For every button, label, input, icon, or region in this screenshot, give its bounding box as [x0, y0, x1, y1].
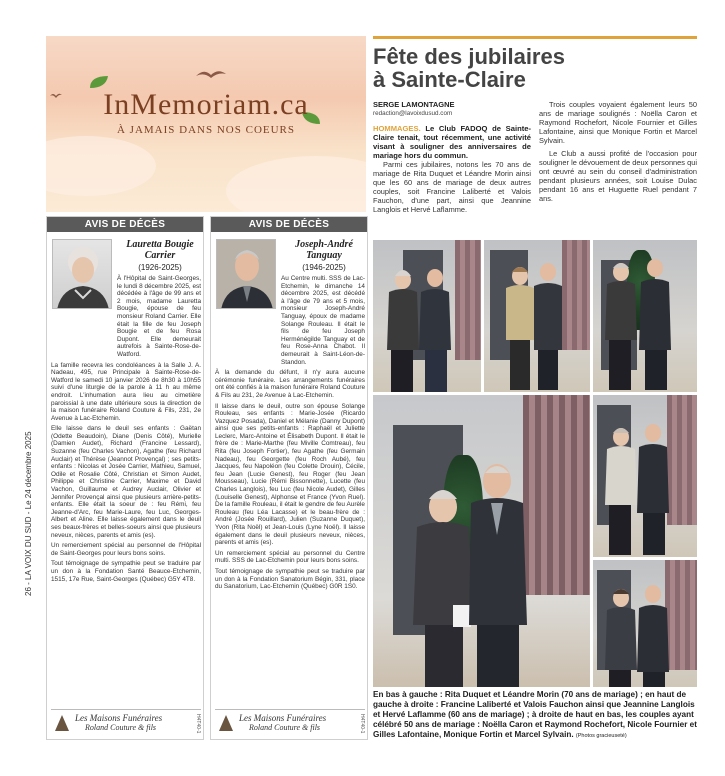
obituary-paragraph: Au Centre multi. SSS de Lac-Etchemin, le dimanche 14 décembre 2025, est décédé à l'âge de 79 ans et 5 mois, monsieur Joseph-André Tanguay, époux de madame Solange Rouleau. Il était le fils de feu Joseph Herménégilde Tanguay et de feu Rose-Anna Chabot. Il demeurait à Saint-Léon-de-Standon. [281, 275, 365, 366]
jubilee-photo [593, 560, 697, 687]
page-folio: 26 - LA VOIX DU SUD - Le 24 décembre 2025 [24, 431, 33, 596]
article-lead [373, 124, 531, 160]
deceased-name: Joseph-André Tanguay [295, 239, 353, 261]
funeral-home-subname: Roland Couture & fils [249, 723, 321, 732]
obituary-paragraph: La famille recevra les condoléances à la Salle J. A. Nadeau, 495, rue Principale à Sainte-Rose-de-Watford le samedi 10 janvier 2026 de 8h30 à 10h55 suivi d'une liturgie de la parole à 11 h au même endroit. L'inhumation aura lieu au cimetière paroissial à une date ultérieure sous la direction de la maison funéraire Roland Couture & Fils, 231, 2e Avenue à Lac-Etchemin. [51, 361, 201, 422]
author-email[interactable]: redaction@lavoixdusud.com [373, 110, 453, 117]
funeral-home-name: Les Maisons Funéraires [75, 713, 163, 723]
funeral-home-logo-icon [53, 713, 71, 733]
article-lead-text: Le Club FADOQ de Sainte-Claire tenait, tout récemment, une activité visant à souligner des anniversaires de mariage hors du commun. [373, 124, 531, 160]
cloud-decoration [226, 156, 366, 212]
funeral-home-name: Les Maisons Funéraires [239, 713, 327, 723]
jubilee-photo [593, 240, 697, 392]
article [373, 36, 697, 214]
article-paragraph: Trois couples voyaient également leurs 50 ans de mariage soulignés : Noëlla Caron et Raymond Rochefort, Nicole Fournier et Gilles Lafontaine, ainsi que Monique Fortin et Marcel Sylvain. [539, 100, 697, 145]
obituary-paragraph: À l'Hôpital de Saint-Georges, le lundi 8 décembre 2025, est décédée à l'âge de 99 ans et 2 mois, madame Lauretta Bougie, épouse de feu monsieur Roland Carrier. Elle était la fille de feu Joseph Bougie et de feu Rosa Dupont. Elle demeurait autrefois à Sainte-Rose-de-Watford. [117, 275, 201, 358]
obituary-header: AVIS DE DÉCÈS [47, 217, 203, 232]
obituary-card [46, 216, 204, 740]
obituary-paragraph: Un remerciement spécial au personnel du Centre multi. SSS de Lac-Etchemin pour leurs bons soins. [215, 549, 365, 565]
banner-title: InMemoriam.ca [103, 88, 309, 121]
inmemoriam-banner[interactable] [46, 36, 366, 212]
deceased-name: Lauretta Bougie Carrier [126, 239, 194, 261]
jubilee-photo [373, 240, 481, 392]
funeral-home-logo-icon [217, 713, 235, 733]
obituary-body [51, 275, 201, 586]
deceased-years: (1946-2025) [302, 263, 346, 272]
jubilee-photo [593, 395, 697, 557]
funeral-home-footer [215, 709, 365, 735]
caption-text: En bas à gauche : Rita Duquet et Léandre Morin (70 ans de mariage) ; en haut de gauche à droite : Francine Laliberté et Valois Fauchon ainsi que Jeannine Langlois et Hervé Laflamme (60 ans de mariage) ; à droite de haut en bas, les couples ayant célébré 50 ans de mariage : Noëlla Caron et Raymond Rochefort, Nicole Fournier et Gilles Lafontaine, Monique Fortin et Marcel Sylvain. [373, 690, 697, 739]
jubilee-photo [484, 240, 590, 392]
article-title-line: à Sainte-Claire [373, 67, 526, 92]
article-paragraph: Parmi ces jubilaires, notons les 70 ans de mariage de Rita Duquet et Léandre Morin ainsi que les 60 ans de mariage de deux autres couples, soit Francine Laliberté et Valois Fauchon, d'une part, ainsi que Jeannine Langlois et Hervé Laflamme. [373, 160, 531, 214]
cloud-decoration [46, 136, 156, 196]
article-title [373, 45, 697, 91]
banner-subtitle: À JAMAIS DANS NOS COEURS [116, 124, 296, 136]
obituary-paragraph: Elle laisse dans le deuil ses enfants : Gaëtan (Odette Beaudoin), Diane (Denis Côté), Murielle (Damien Audet), Richard (Francine Lessard), Suzanne (feu Charles Vachon), Agathe (feu Richard Auclair) et Thérèse (Jeannot Provençal) ; ses petits-enfants : Nicolas et Josée Carrier, Mathieu, Samuel, Odile et Rosalie Côté, Christian et Simon Audet, Philippe et Christine Carrier, Maxime et David Vachon, Guillaume et Audrey Auclair, Olivier et Jennifer Provençal ainsi que plusieurs arrière-petits-enfants. Elle était la soeur de : feu Rémi, feu Jeanne-d'Arc, feu Marie-Laure, feu Luc, Georges-Albert et Aline. Elle laisse également dans le deuil ses beaux-frères et belles-soeurs ainsi que plusieurs neveux, nièces, parents et amis (es). [51, 425, 201, 539]
jubilee-photo-large [373, 395, 590, 687]
bird-icon [196, 68, 226, 82]
obituary-card [210, 216, 368, 740]
obituary-paragraph: Tout témoignage de sympathie peut se traduire par un don à la Fondation Santé Beauce-Etchemin, 1515, 17e Rue, Saint-Georges (Québec) G5Y 4T8. [51, 560, 201, 583]
article-kicker: HOMMAGES. [373, 124, 421, 133]
obituary-header: AVIS DE DÉCÈS [211, 217, 367, 232]
article-author: SERGE LAMONTAGNE [373, 100, 455, 109]
article-title-line: Fête des jubilaires [373, 44, 565, 69]
obituary-paragraph: Il laisse dans le deuil, outre son épouse Solange Rouleau, ses enfants : Marie-Josée (Ricardo Vazquez Posada), Daniel et Mélanie (Danny Dupont) ainsi que ses petits-enfants : Raphaël et Juliette Leclerc, Marc-Antoine et Élisabeth Dupont. Il était le frère de : Marie-Marthe (feu Miville Comtreau), feu Rita (feu Joseph Fortier), feu Agathe (feu Germain Nadeau), feu Georgette (feu Roch Aubé), feu Jacques, feu Napoléon (feu Colette Drouin), Cécile, feu Jean (Lucie Genest), feu Roger (feu Jean Mousseau), Lucie (Rémi Bissonnette), Lucette (feu Charles Langlois), feu Luc (feu Nicole Audet), Gilles (Louiselle Genest), Alphonse et France (Yvon Ruel). De la famille Rouleau, il était le gendre de feu Aurèle Rouleau (feu Léa Lacasse) et le beau-frère de : André (Josée Rouillard), Julien (Suzanne Duquet), Yvon (Rita Noël) et Jean-Louis (Lyne Noël). Il laisse également dans le deuil plusieurs neveux, nièces, parents et amis (es). [215, 402, 365, 547]
article-rule [373, 36, 697, 39]
photo-caption [373, 690, 701, 741]
article-paragraph: Le Club a aussi profité de l'occasion pour souligner le dévouement de deux personnes qui ont œuvré au sein du conseil d'administration pendant plusieurs années, soit Louise Dulac pendant 16 ans et Huguette Ruel pendant 7 ans. [539, 149, 697, 203]
obituary-body [215, 275, 365, 594]
ad-code: H4T40-1 [195, 714, 201, 734]
ad-code: H4T40-1 [359, 714, 365, 734]
obituary-paragraph: Un remerciement spécial au personnel de l'Hôpital de Saint-Georges pour leurs bons soins. [51, 542, 201, 557]
deceased-years: (1926-2025) [138, 263, 182, 272]
funeral-home-subname: Roland Couture & fils [85, 723, 157, 732]
obituary-paragraph: Tout témoignage de sympathie peut se traduire par un don à la Fondation Sanatorium Bégin, 331, place du Sanatorium, Lac-Etchemin (Québec) G0R 1S0. [215, 567, 365, 591]
obituary-paragraph: À la demande du défunt, il n'y aura aucune cérémonie funéraire. Les arrangements funéraires ont été confiés à la maison funéraire Roland Couture & Fils au 231, 2e Avenue à Lac-Etchemin. [215, 369, 365, 399]
photo-credit: (Photos gracieuseté) [575, 733, 627, 739]
funeral-home-footer [51, 709, 201, 735]
